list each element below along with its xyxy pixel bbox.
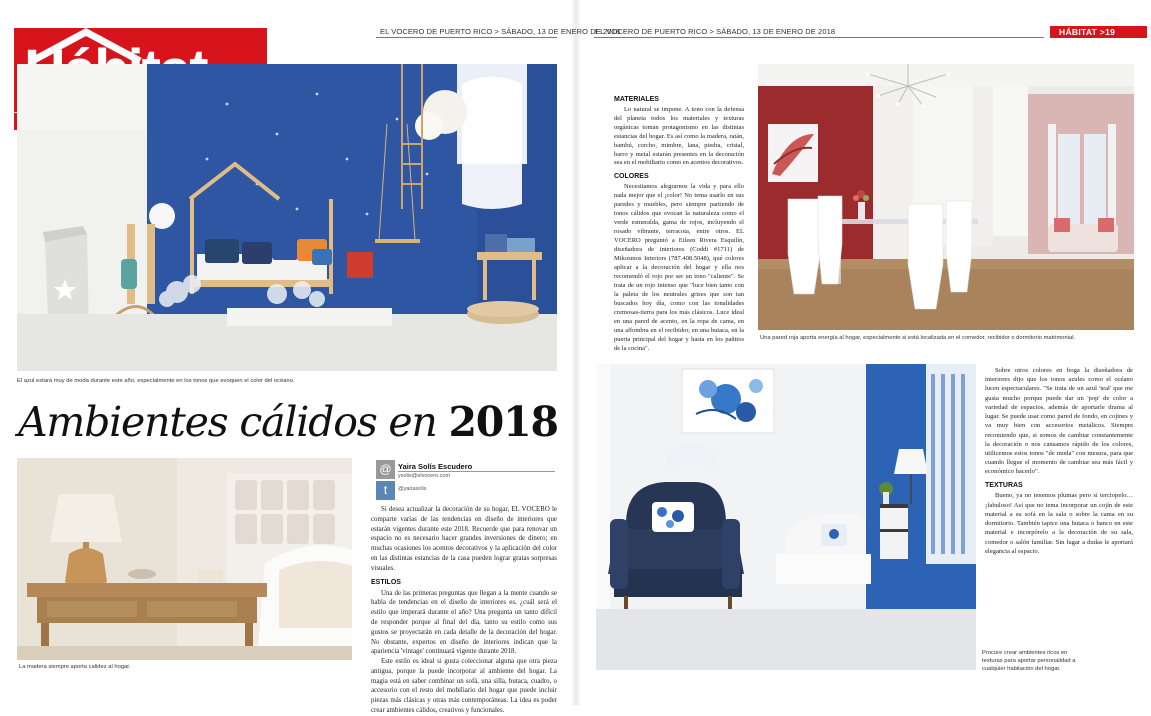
article-column-right-1 [614,95,744,354]
estilos-paragraph-2: Este estilo es ideal si gusta coleccionar alguna que otra pieza antigua, porque la puede incorporar al ambiente del hogar. La magia está en saber combinar un sofá, una silla, butaca, cuadro, o accesorio con el resto del mobiliario del hogar que puede incluir piezas más clásicas y otras más contemporáneas. La idea es poder crear ambientes cálidos, creativos y funcionales. [371,658,557,715]
caption-armchair: Procure crear ambientes ricos en texturas para aportar personalidad a cualquier habitación del hogar. [982,650,1076,672]
texturas-paragraph: Bueno, ya no tenemos plumas pero sí terciopelo… ¡fabuloso! Así que no tema incorporar un cojín de este material a su sofá en la sala o sobre la cama en su dormitorio. También tapice una butaca o banco en este material e incorpórelo a la decoración de su sala, comedor o salón familiar. Sin lugar a dudas le aportará elegancia al espacio. [985,492,1133,555]
author-rule [398,471,555,472]
main-headline [18,398,558,446]
author-twitter[interactable]: @yairasolis [398,486,427,492]
right-folio: EL VOCERO DE PUERTO RICO > SÁBADO, 13 DE ENERO DE 2018 [595,27,836,36]
headline-text: Ambientes cálidos en [18,398,449,446]
twitter-icon: t [376,481,395,500]
left-folio-rule [376,37,557,38]
author-email[interactable]: ysolis@elvocero.com [398,473,451,479]
armchair-photo [596,364,976,670]
right-folio-rule [594,37,1044,38]
estilos-heading: ESTILOS [371,578,401,586]
colores-paragraph-2: Sobre otros colores en boga la diseñadora de interiores dijo que los tonos azules como el océano lucen espectaculares. "Se trata de un azul 'teal' que me gusta mucho porque puede dar un 'pop' de color a variedad de espacios, además de aportarle drama al lugar. Se puede usar como pared de fondo, en cojines y va muy bien con accesorios metálicos. Siempre recomiendo que, si somos de cambiar constantemente la decoración o nos cansamos rápido de los colores, utilicemos estos tonos "de moda" con mesura, para que cuando llegue el momento de cambiar sea más fácil y económico hacerlo". [985,367,1133,476]
materiales-heading: MATERIALES [614,96,659,103]
left-folio: EL VOCERO DE PUERTO RICO > SÁBADO, 13 DE ENERO DE 2018 [380,27,621,36]
estilos-paragraph-1: Una de las primeras preguntas que llegan a la mente cuando se habla de tendencias en el diseño de interiores es, ¿cuál será el estilo que imperará durante el año? Una pregunta un tanto difícil de responder porque al final del día, tanto su estilo como sus gustos se proyectarán en cada detalle de la decoración del hogar. No obstante, expertos en diseño de interiores indican que la apariencia 'vintage' continuará vigente durante 2018. [371,589,557,656]
author-name: Yaira Solís Escudero [398,462,473,471]
article-column-right-2 [985,366,1133,556]
texturas-heading: TEXTURAS [985,481,1023,489]
caption-bedroom: La madera siempre aporta calidez al hogar. [19,664,131,670]
caption-kids-room: El azul estará muy de moda durante este año, especialmente en los tonos que evoquen el color del océano. [17,378,295,384]
page-tag: HÁBITAT >19 [1050,26,1147,38]
email-icon: @ [376,460,395,479]
article-column-left [371,505,557,716]
colores-heading: COLORES [614,173,649,181]
caption-dining: Una pared roja aporta energía al hogar, especialmente si está localizada en el comedor, recibidor o dormitorio matrimonial. [760,335,1076,341]
bedroom-photo [17,458,352,660]
materiales-paragraph: Lo natural se impone. A tono con la defensa del planeta todos los materiales y texturas orgánicas toman protagonismo en las distintas estancias del hogar. Es así como la madera, ratán, bambú, corcho, mimbre, lana, piedra, cristal, barro y metal estarán presentes en la decoración sea en el mobiliario como en acentos decorativos. [614,105,744,167]
page-gutter [571,0,581,705]
colores-paragraph: Necesitamos alegrarnos la vida y para ello nada mejor que el ¡color! No tema usarlo en sus paredes y muebles, pero siempre partiendo de tonos cálidos que evocan la naturaleza como el verde esmeralda, gama de rojos, incluyendo el rosado vibrante, terracota, entre otros. EL VOCERO preguntó a Eileen Rivera Esquilín, diseñadora de interiores (Coddi #1711) de Mikosmos Interiors (787.408.5048), qué colores aplicar a la decoración del hogar y ella nos recomendó el rojo por ser un tono "caliente". Se trata de un rojo intenso que "luce bien tanto con la paleta de los neutrales grises que son tan buscados hoy día, como con las tonalidades cremosas-tierra para los más clásicos. Luce ideal en una pared de acento, en la ropa de cama, en una alfombra en el recibidor, en una butaca, en la puerta principal del hogar y hasta en los pañitos de la cocina". [614,183,744,352]
intro-paragraph: Si desea actualizar la decoración de su hogar, EL VOCERO le comparte varias de las tendencias en diseño de interiores que estarán vigentes durante este 2018. Recuerde que para renovar un espacio no es necesario hacer grandes inversiones de dinero; en muchas ocasiones los acentos decorativos y la aplicación del color en las distintas estancias de la casa pueden lograr gratas sorpresas visuales. [371,506,557,572]
headline-year: 2018 [448,398,558,446]
dining-room-photo [758,64,1134,330]
kids-room-photo [17,64,557,371]
